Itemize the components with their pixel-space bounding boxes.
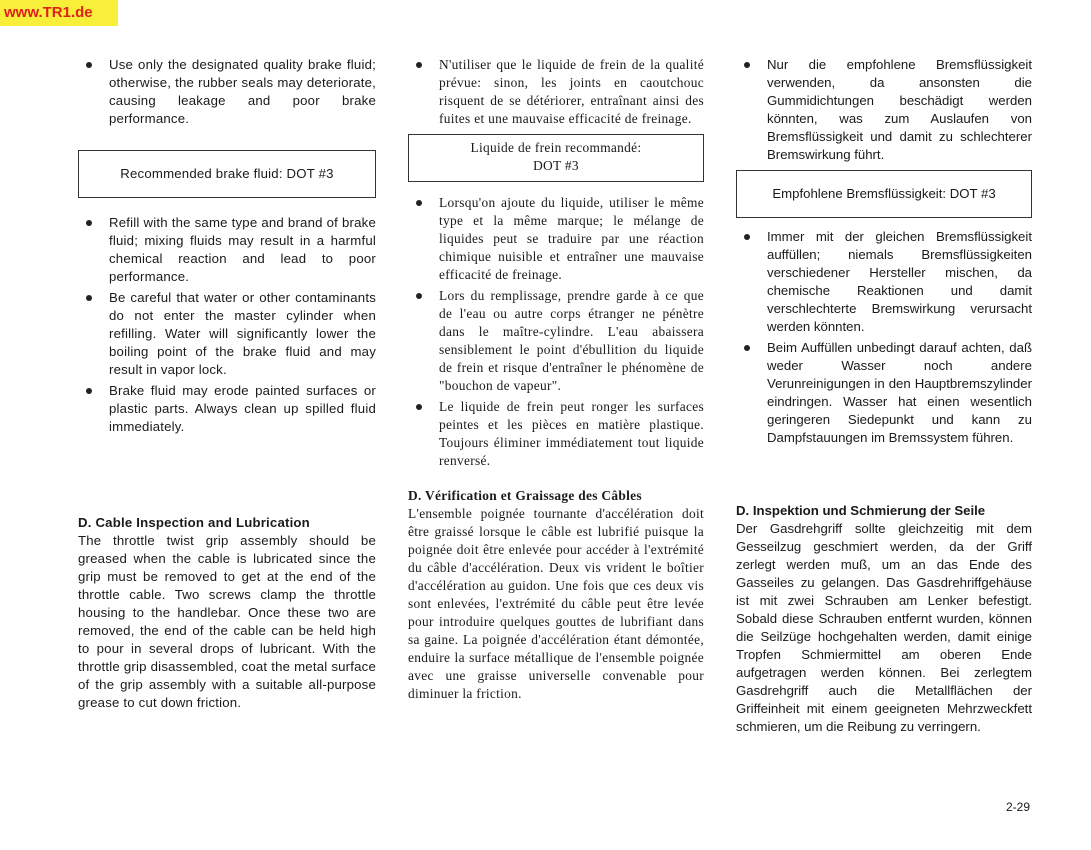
bullet-text: Le liquide de frein peut ronger les surfaces peintes et les pièces en matière plastique. Toujours éliminer immédiatement tout liquide renversé. [439,399,704,468]
bullet-item [736,56,1032,164]
section-body: Der Gasdrehgriff sollte gleichzeitig mit dem Gesseilzug geschmiert werden, da der Griff zerlegt werden muß, um an das Ende des Gasseiles zu gelangen. Das Gasdrehriffgehäuse ist mit zwei Schrauben am Lenker befestigt. Sobald diese Schrauben entfernt wurden, können die Seilzüge hochgehalten werden, damit einige Tropfen Schmiermittel am oberen Ende aufgetragen werden können. Bei zerlegtem Gasdrehgriff auch die Metallflächen der Griffeinheit mit einem geeigneten Mehrzweckfett schmieren, um die Reibung zu verringern. [736,521,1032,734]
box-line-1: Liquide de frein recommandé: [470,140,642,155]
french-column [408,56,704,703]
bullet-dot-icon [416,404,422,410]
site-watermark: www.TR1.de [0,0,118,26]
bullet-item [408,398,704,470]
section-title: D. Inspektion und Schmierung der Seile [736,503,986,518]
bullet-dot-icon [86,388,92,394]
recommended-fluid-box [408,134,704,182]
bullet-item [408,56,704,128]
bullet-dot-icon [416,293,422,299]
bullet-item [408,194,704,284]
section-body: The throttle twist grip assembly should be greased when the cable is lubricated since the grip must be removed to get at the end of the throttle cable. Two screws clamp the throttle housing to the handlebar. Once these two are removed, the end of the cable can be held high to pour in several drops of lubricant. With the throttle grip disassembled, coat the metal surface of the grip assembly with a suitable all-purpose grease to cut down friction. [78,533,376,710]
bullet-dot-icon [86,62,92,68]
box-line-2: DOT #3 [533,158,579,173]
bullet-text: Use only the designated quality brake fluid; otherwise, the rubber seals may deteriorate, causing leakage and poor brake performance. [109,57,376,126]
bullet-item [78,289,376,379]
recommended-fluid-box: Empfohlene Bremsflüssigkeit: DOT #3 [736,170,1032,218]
bullet-dot-icon [86,220,92,226]
bullet-item [736,228,1032,336]
bullet-dot-icon [744,234,750,240]
bullet-text: Brake fluid may erode painted surfaces or plastic parts. Always clean up spilled fluid immediately. [109,383,376,434]
recommended-fluid-box: Recommended brake fluid: DOT #3 [78,150,376,198]
german-column [736,56,1032,736]
page-number: 2-29 [1006,800,1031,814]
bullet-item [78,382,376,436]
bullet-item [78,214,376,286]
bullet-dot-icon [416,200,422,206]
bullet-item [736,339,1032,447]
bullet-dot-icon [744,62,750,68]
bullet-text: N'utiliser que le liquide de frein de la qualité prévue: sinon, les joints en caoutchouc risquent de se détériorer, entraînant ainsi des fuites et une mauvaise efficacité de freinage. [439,57,704,126]
bullet-item [408,287,704,395]
bullet-text: Lorsqu'on ajoute du liquide, utiliser le même type et la même marque; le mélange de liquides peut se traduire par une réaction chimique nuisible et entraîner une mauvaise efficacité de freinage. [439,195,704,282]
bullet-dot-icon [416,62,422,68]
section-title: D. Cable Inspection and Lubrication [78,515,310,530]
bullet-text: Immer mit der gleichen Bremsflüssigkeit auffüllen; niemals Bremsflüssigkeiten verschiedener Hersteller mischen, da chemische Reaktionen und damit verschlechterte Bremswirkung verursacht werden könnten. [767,229,1032,334]
bullet-text: Lors du remplissage, prendre garde à ce que de l'eau ou autre corps étranger ne pénètre dans le maître-cylindre. L'eau abaissera sensiblement le point d'ébullition du liquide de frein et risque d'entraîner le phénomène de "bouchon de vapeur". [439,288,704,393]
bullet-item [78,56,376,128]
bullet-text: Nur die empfohlene Bremsflüssigkeit verwenden, da ansonsten die Gummidichtungen beschädigt werden könnten, was zum Auslaufen von Bremsflüssigkeit und damit zu schlechterer Bremswirkung führt. [767,57,1032,162]
bullet-dot-icon [744,345,750,351]
bullet-text: Beim Auffüllen unbedingt darauf achten, daß weder Wasser noch andere Verunreinigungen in den Hauptbremszylinder eindringen. Wasser hat einen wesentlich geringeren Siedepunkt und kann zu Dampfstauungen im Bremssystem führen. [767,340,1032,445]
bullet-text: Refill with the same type and brand of brake fluid; mixing fluids may result in a harmful chemical reaction and lead to poor performance. [109,215,376,284]
bullet-dot-icon [86,295,92,301]
section-body: L'ensemble poignée tournante d'accélération doit être graissé lorsque le câble est lubrifié puisque la poignée doit être enlevée pour accéder à l'extrémité du câble d'accélération. Deux vis vrident le boîtier d'accélération au guidon. Une fois que ces deux vis sont enlevées, l'extrémité du câble peut être levée pour introduire quelques gouttes de lubrifiant dans sa gaine. La poignée d'accélération étant démontée, enduire la surface métallique de l'ensemble poignée avec une graisse universelle convenable pour diminuer la friction. [408,506,704,701]
english-column [78,56,376,712]
bullet-text: Be careful that water or other contaminants do not enter the master cylinder when refilling. Water will significantly lower the boiling point of the brake fluid and may result in vapor lock. [109,290,376,377]
section-title: D. Vérification et Graissage des Câbles [408,488,642,503]
